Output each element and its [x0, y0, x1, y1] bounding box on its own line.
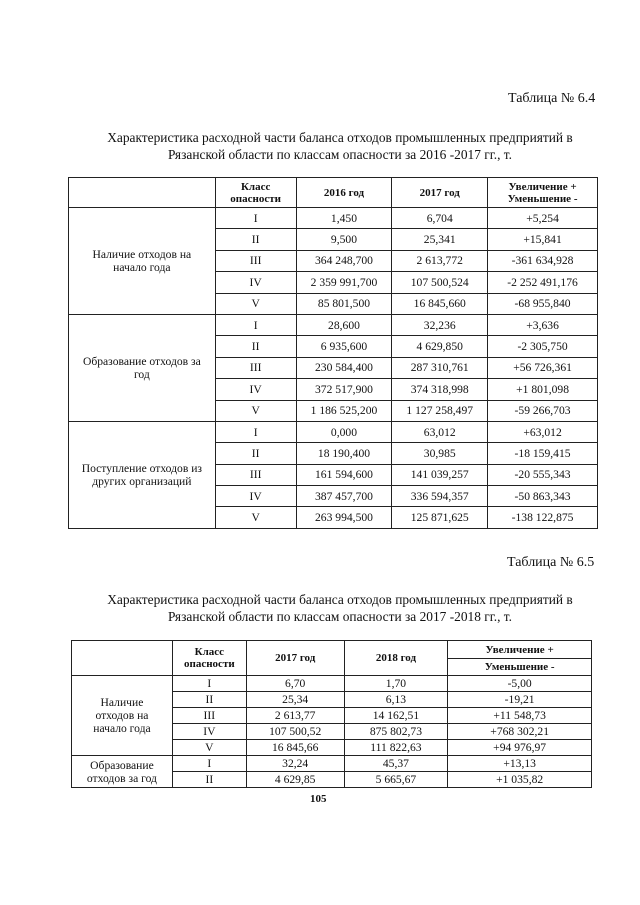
- value-year1: 85 801,500: [296, 293, 392, 314]
- value-change: +3,636: [488, 314, 598, 335]
- value-year2: 6,13: [344, 692, 448, 708]
- value-year2: 287 310,761: [392, 357, 488, 378]
- category-label: Образование отходов за год: [69, 314, 216, 421]
- value-year1: 2 613,77: [246, 708, 344, 724]
- category-label: Наличие отходов на начало года: [69, 208, 216, 315]
- value-year1: 6 935,600: [296, 336, 392, 357]
- value-year1: 1,450: [296, 208, 392, 229]
- value-change: +15,841: [488, 229, 598, 250]
- table-row: [72, 756, 592, 772]
- value-year2: 45,37: [344, 756, 448, 772]
- value-change: +63,012: [488, 421, 598, 442]
- value-year2: 63,012: [392, 421, 488, 442]
- hazard-class: III: [172, 708, 246, 724]
- waste-table-2017-2018: [71, 640, 592, 788]
- value-year1: 6,70: [246, 676, 344, 692]
- value-change: -19,21: [448, 692, 592, 708]
- hazard-class: IV: [215, 272, 296, 293]
- hazard-class: I: [215, 208, 296, 229]
- table-title-line: Рязанской области по классам опасности за 2017 -2018 гг., т.: [168, 609, 512, 624]
- category-label: [72, 756, 173, 788]
- header-row: [69, 178, 598, 208]
- value-year2: 32,236: [392, 314, 488, 335]
- category-label-line: начало года: [93, 722, 151, 735]
- hazard-class: V: [215, 507, 296, 528]
- hazard-class: IV: [215, 379, 296, 400]
- value-change: +1 035,82: [448, 772, 592, 788]
- value-year2: 875 802,73: [344, 724, 448, 740]
- table-title-line: Рязанской области по классам опасности за 2016 -2017 гг., т.: [168, 147, 512, 162]
- header-line: опасности: [230, 192, 281, 205]
- value-year1: 28,600: [296, 314, 392, 335]
- value-change: +11 548,73: [448, 708, 592, 724]
- value-year1: 364 248,700: [296, 250, 392, 271]
- value-change: -50 863,343: [488, 486, 598, 507]
- hazard-class: II: [172, 772, 246, 788]
- header-line: Класс: [240, 180, 271, 193]
- header-line: Увеличение +: [508, 180, 577, 193]
- value-year1: 107 500,52: [246, 724, 344, 740]
- value-year1: 263 994,500: [296, 507, 392, 528]
- header-row: [72, 641, 592, 659]
- value-year1: 230 584,400: [296, 357, 392, 378]
- value-change: -68 955,840: [488, 293, 598, 314]
- category-label-line: отходов на: [95, 709, 149, 722]
- category-label: Поступление отходов из других организаций: [69, 421, 216, 528]
- waste-table-2016-2017: [68, 177, 598, 529]
- value-change: -5,00: [448, 676, 592, 692]
- value-year1: 387 457,700: [296, 486, 392, 507]
- header-line: Уменьшение -: [507, 192, 578, 205]
- value-change: -361 634,928: [488, 250, 598, 271]
- value-year2: 336 594,357: [392, 486, 488, 507]
- hazard-class: V: [172, 740, 246, 756]
- value-change: -59 266,703: [488, 400, 598, 421]
- hazard-class: V: [215, 293, 296, 314]
- value-year2: 374 318,998: [392, 379, 488, 400]
- value-year1: 161 594,600: [296, 464, 392, 485]
- header-empty: [72, 641, 173, 676]
- value-year1: 25,34: [246, 692, 344, 708]
- table-title: [60, 129, 620, 163]
- value-year1: 0,000: [296, 421, 392, 442]
- category-label-line: Образование: [90, 758, 154, 772]
- value-year1: 2 359 991,700: [296, 272, 392, 293]
- header-change-decrease: Уменьшение -: [448, 659, 592, 676]
- hazard-class: II: [215, 336, 296, 357]
- header-line: опасности: [184, 658, 235, 670]
- value-year1: 372 517,900: [296, 379, 392, 400]
- hazard-class: I: [215, 421, 296, 442]
- category-label-line: отходов за год: [86, 771, 157, 785]
- value-change: +5,254: [488, 208, 598, 229]
- hazard-class: II: [215, 229, 296, 250]
- table-row: [72, 676, 592, 692]
- value-year2: 30,985: [392, 443, 488, 464]
- hazard-class: I: [215, 314, 296, 335]
- hazard-class: V: [215, 400, 296, 421]
- value-change: -20 555,343: [488, 464, 598, 485]
- value-year2: 5 665,67: [344, 772, 448, 788]
- value-change: -138 122,875: [488, 507, 598, 528]
- category-label-line: Наличие: [100, 696, 144, 709]
- header-year: 2017 год: [246, 641, 344, 676]
- value-year1: 9,500: [296, 229, 392, 250]
- value-change: +1 801,098: [488, 379, 598, 400]
- header-year: 2017 год: [392, 178, 488, 208]
- value-year1: 32,24: [246, 756, 344, 772]
- value-change: +13,13: [448, 756, 592, 772]
- value-change: -2 305,750: [488, 336, 598, 357]
- category-label: [72, 676, 173, 756]
- value-change: -18 159,415: [488, 443, 598, 464]
- hazard-class: III: [215, 357, 296, 378]
- value-change: +56 726,361: [488, 357, 598, 378]
- value-year2: 14 162,51: [344, 708, 448, 724]
- value-year2: 125 871,625: [392, 507, 488, 528]
- hazard-class: II: [172, 692, 246, 708]
- table-number: Таблица № 6.5: [507, 555, 595, 570]
- header-class: [172, 641, 246, 676]
- header-class: [215, 178, 296, 208]
- header-change-increase: Увеличение +: [448, 641, 592, 659]
- value-year2: 25,341: [392, 229, 488, 250]
- value-year2: 4 629,850: [392, 336, 488, 357]
- value-change: -2 252 491,176: [488, 272, 598, 293]
- page-number: 105: [310, 793, 327, 805]
- value-year1: 16 845,66: [246, 740, 344, 756]
- table-title-line: Характеристика расходной части баланса отходов промышленных предприятий в: [107, 130, 573, 145]
- header-year: 2016 год: [296, 178, 392, 208]
- value-year1: 18 190,400: [296, 443, 392, 464]
- value-year2: 16 845,660: [392, 293, 488, 314]
- value-year1: 4 629,85: [246, 772, 344, 788]
- table-row: [69, 421, 598, 442]
- value-year2: 141 039,257: [392, 464, 488, 485]
- table-title: [60, 591, 620, 625]
- hazard-class: IV: [215, 486, 296, 507]
- table-row: [69, 314, 598, 335]
- value-year2: 107 500,524: [392, 272, 488, 293]
- header-change: [488, 178, 598, 208]
- hazard-class: I: [172, 676, 246, 692]
- value-year1: 1 186 525,200: [296, 400, 392, 421]
- value-change: +94 976,97: [448, 740, 592, 756]
- value-year2: 111 822,63: [344, 740, 448, 756]
- hazard-class: III: [215, 250, 296, 271]
- header-empty: [69, 178, 216, 208]
- value-year2: 1,70: [344, 676, 448, 692]
- hazard-class: II: [215, 443, 296, 464]
- header-year: 2018 год: [344, 641, 448, 676]
- hazard-class: IV: [172, 724, 246, 740]
- header-line: Класс: [194, 646, 225, 658]
- hazard-class: I: [172, 756, 246, 772]
- table-row: [69, 208, 598, 229]
- value-year2: 2 613,772: [392, 250, 488, 271]
- table-number: Таблица № 6.4: [508, 91, 596, 106]
- hazard-class: III: [215, 464, 296, 485]
- table-title-line: Характеристика расходной части баланса отходов промышленных предприятий в: [107, 592, 573, 607]
- value-year2: 6,704: [392, 208, 488, 229]
- value-change: +768 302,21: [448, 724, 592, 740]
- value-year2: 1 127 258,497: [392, 400, 488, 421]
